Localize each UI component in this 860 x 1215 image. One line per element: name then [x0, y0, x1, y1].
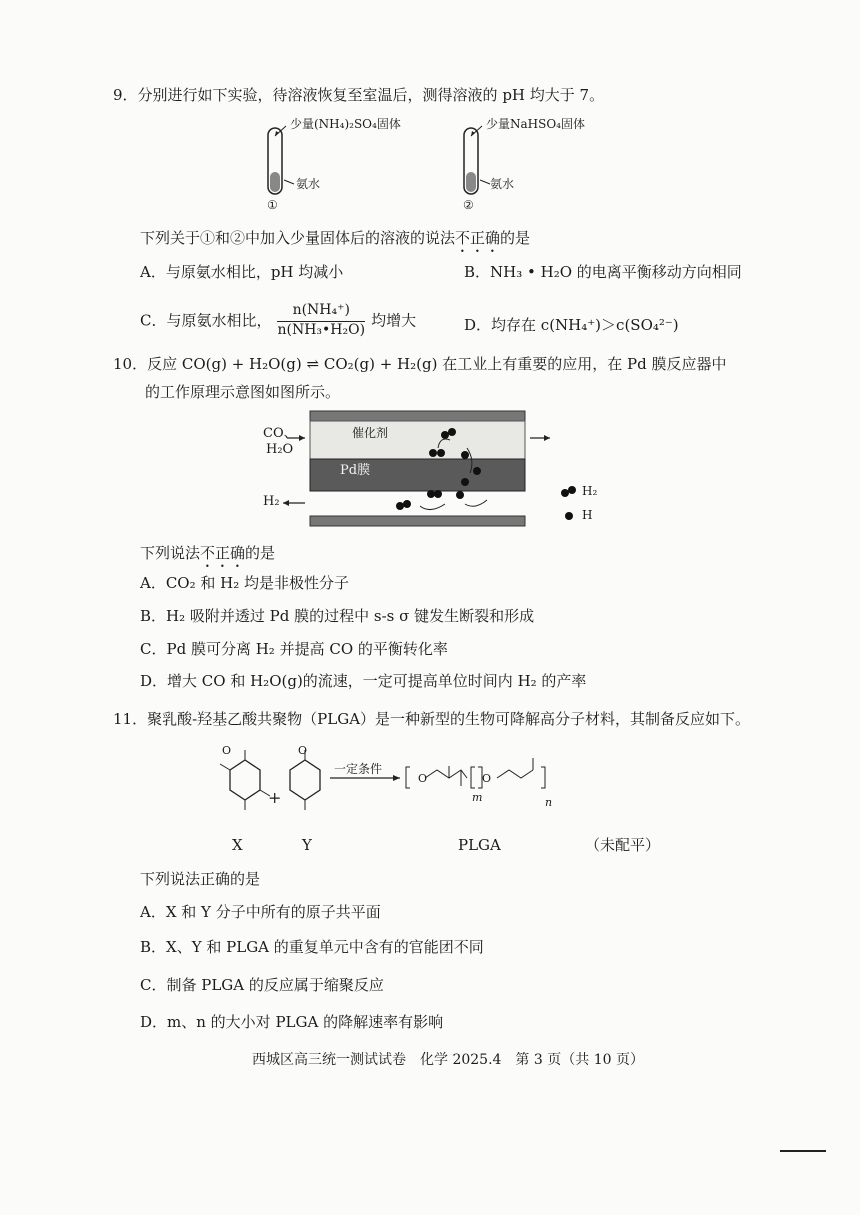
- plus-sign: +: [268, 788, 282, 807]
- q9-option-b[interactable]: B．NH₃ • H₂O 的电离平衡移动方向相同: [464, 263, 742, 281]
- q11-option-b[interactable]: B．X、Y 和 PLGA 的重复单元中含有的官能团不同: [140, 938, 484, 956]
- q9-stem: 9．分别进行如下实验，待溶液恢复至室温后，测得溶液的 pH 均大于 7。: [113, 86, 605, 104]
- test-tube-diagram-1: [262, 118, 402, 218]
- plga-o-2: O: [482, 772, 492, 785]
- pd-membrane-reactor-diagram: [255, 408, 615, 538]
- page-footer: 西城区高三统一测试试卷 化学 2025.4 第 3 页（共 10 页）: [252, 1052, 644, 1068]
- subscript-n: n: [545, 796, 553, 809]
- tube2-number: ②: [463, 198, 474, 212]
- h2-outlet-label: H₂: [263, 494, 280, 509]
- tube1-liquid-label: 氨水: [296, 177, 321, 191]
- q10-stem-line1: 10．反应 CO(g) + H₂O(g) ⇌ CO₂(g) + H₂(g) 在工业上有重要的应用，在 Pd 膜反应器中: [113, 355, 727, 373]
- q11-question: 下列说法正确的是: [140, 870, 261, 888]
- label-plga: PLGA: [458, 836, 501, 854]
- q9-option-c[interactable]: C．与原氨水相比， $\frac{\text{n(NH₄⁺)}}{\text{n(NH₃•H₂O)}}$ 均增大: [140, 302, 417, 338]
- q10-option-c[interactable]: C．Pd 膜可分离 H₂ 并提高 CO 的平衡转化率: [140, 640, 448, 658]
- tube2-liquid-label: 氨水: [490, 177, 515, 191]
- unbalanced-note: （未配平）: [585, 836, 661, 854]
- q11-option-d[interactable]: D．m、n 的大小对 PLGA 的降解速率有影响: [140, 1013, 444, 1031]
- label-y: Y: [302, 836, 312, 854]
- tube1-number: ①: [267, 198, 278, 212]
- plga-o-1: O: [418, 772, 428, 785]
- q11-stem: 11．聚乳酸-羟基乙酸共聚物（PLGA）是一种新型的生物可降解高分子材料，其制备反应如下。: [113, 710, 751, 728]
- q9-option-a[interactable]: A．与原氨水相比，pH 均减小: [140, 263, 344, 281]
- reaction-condition: 一定条件: [334, 762, 383, 776]
- catalyst-label: 催化剂: [352, 426, 389, 440]
- inlet-label-2: H₂O: [266, 442, 294, 457]
- q10-stem-line2: 的工作原理示意图如图所示。: [145, 383, 341, 401]
- test-tube-diagram-2: [458, 118, 598, 218]
- pd-membrane-label: Pd膜: [340, 463, 371, 478]
- q10-question: 下列说法不正确的是: [140, 544, 276, 562]
- label-x: X: [232, 836, 243, 854]
- subscript-m: m: [472, 791, 483, 804]
- x-o-top: O: [222, 744, 232, 757]
- legend-h-label: H: [582, 508, 593, 522]
- tube1-reagent-label: 少量(NH₄)₂SO₄固体: [290, 117, 401, 131]
- corner-mark: [780, 1148, 830, 1154]
- q11-option-c[interactable]: C．制备 PLGA 的反应属于缩聚反应: [140, 976, 384, 994]
- q10-option-a[interactable]: A．CO₂ 和 H₂ 均是非极性分子: [140, 574, 350, 592]
- q10-option-b[interactable]: B．H₂ 吸附并透过 Pd 膜的过程中 s-s σ 键发生断裂和形成: [140, 607, 535, 625]
- q10-option-d[interactable]: D．增大 CO 和 H₂O(g)的流速，一定可提高单位时间内 H₂ 的产率: [140, 672, 587, 690]
- q9-question: 下列关于①和②中加入少量固体后的溶液的说法不正确的是: [140, 229, 531, 247]
- q11-option-a[interactable]: A．X 和 Y 分子中所有的原子共平面: [140, 903, 381, 921]
- inlet-label-1: CO、: [263, 426, 297, 441]
- plga-reaction-scheme: [205, 740, 565, 840]
- tube2-reagent-label: 少量NaHSO₄固体: [486, 117, 585, 131]
- legend-h2-label: H₂: [582, 484, 598, 498]
- y-o-top: O: [298, 744, 308, 757]
- q9-option-d[interactable]: D．均存在 c(NH₄⁺)＞c(SO₄²⁻): [464, 316, 679, 334]
